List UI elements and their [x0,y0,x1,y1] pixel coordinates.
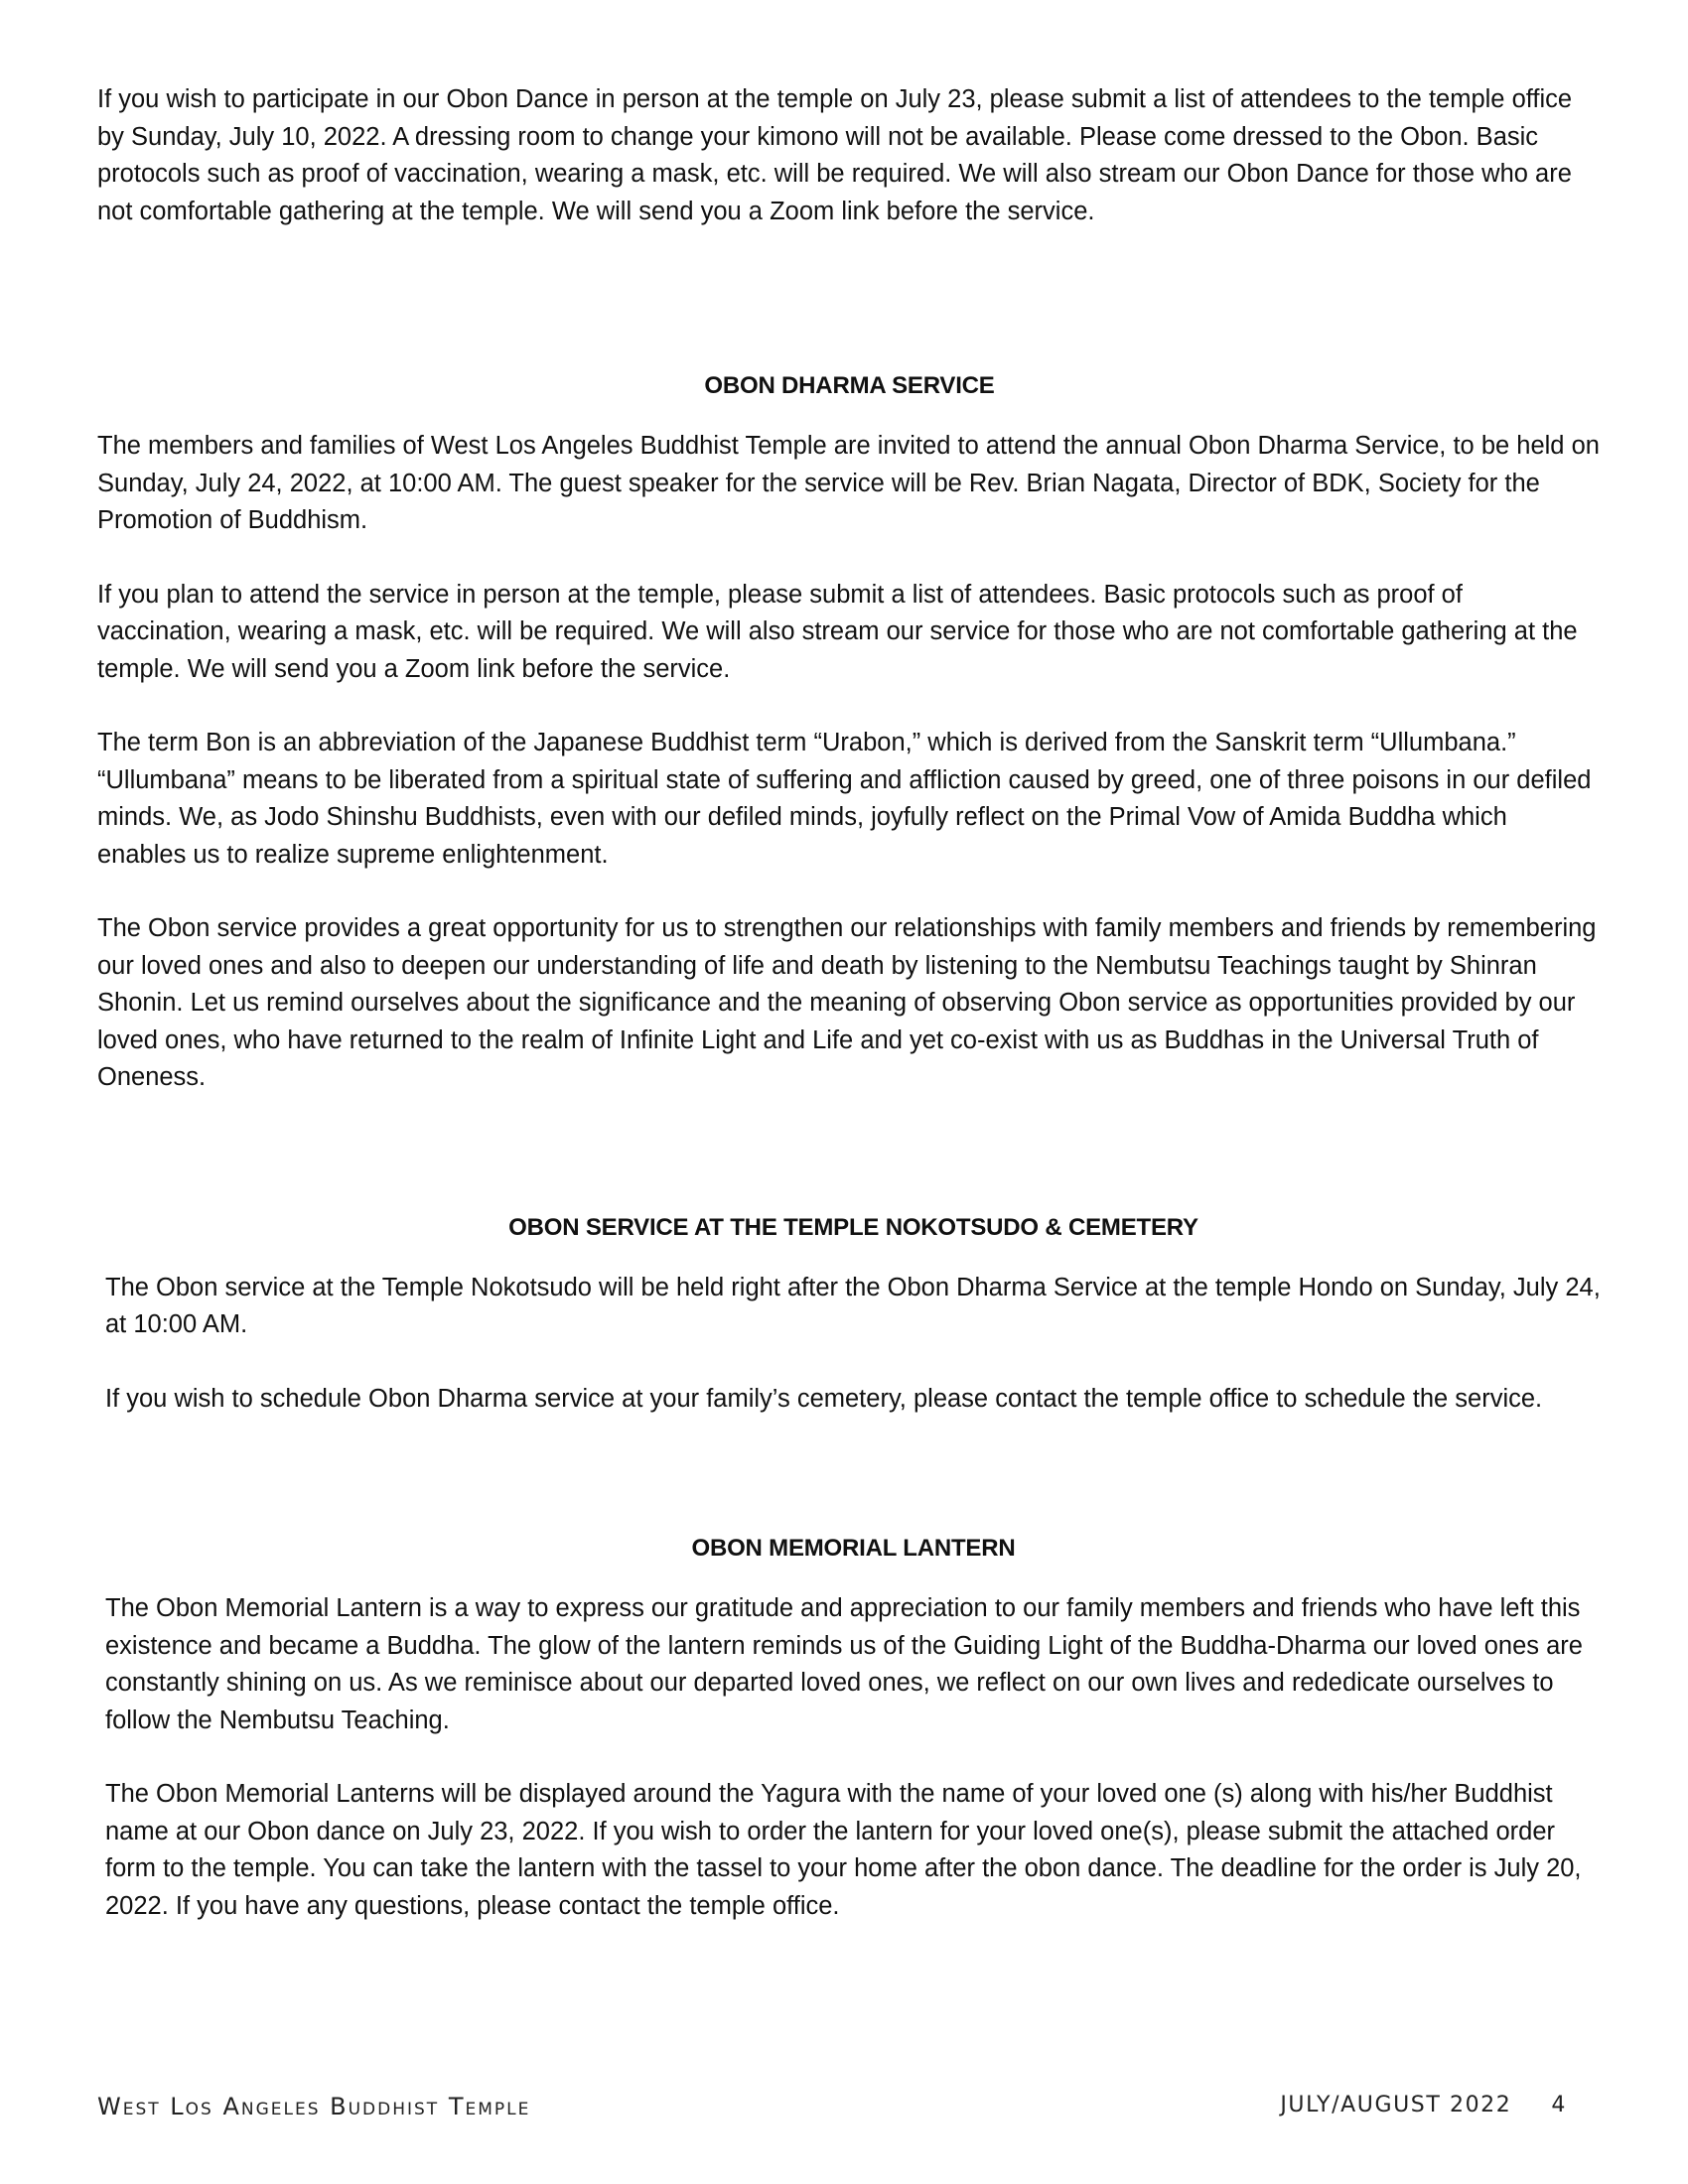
intro-paragraph: If you wish to participate in our Obon Dance in person at the temple on July 23, please submit a list of attendees to the temple office by Sunday, July 10, 2022. A dressing room to change your kimono will not be available. Please come dressed to the Obon. Basic protocols such as proof of vaccination, wearing a mask, etc. will be required. We will also stream our Obon Dance for those who are not comfortable gathering at the temple. We will send you a Zoom link before the service. [97,85,1573,225]
section-heading: OBON SERVICE AT THE TEMPLE NOKOTSUDO & CEMETERY [508,1213,1198,1241]
paragraph: The members and families of West Los Angeles Buddhist Temple are invited to attend the annual Obon Dharma Service, to be held on Sunday, July 24, 2022, at 10:00 AM. The guest speaker for the service will be Rev. Brian Nagata, Director of BDK, Society for the Promotion of Buddhism. [97,432,1600,534]
section-memorial-lantern [97,1530,1602,1925]
paragraph: The Obon service at the Temple Nokotsudo will be held right after the Obon Dharma Service at the temple Hondo on Sunday, July 24, at 10:00 AM. [105,1273,1601,1338]
footer-issue-info [1280,2093,1567,2117]
paragraph: The Obon service provides a great opportunity for us to strengthen our relationships with family members and friends by remembering our loved ones and also to deepen our understanding of life and death by listening to the Nembutsu Teachings taught by Shinran Shonin. Let us remind ourselves about the significance and the meaning of observing Obon service as opportunities provided by our loved ones, who have returned to the realm of Infinite Light and Life and yet co-exist with us as Buddhas in the Universal Truth of Oneness. [97,914,1597,1091]
section-heading: OBON DHARMA SERVICE [704,372,995,399]
page-number: 4 [1551,2093,1567,2117]
paragraph: If you wish to schedule Obon Dharma service at your family’s cemetery, please contact the temple office to schedule the service. [105,1384,1543,1413]
paragraph: The term Bon is an abbreviation of the Japanese Buddhist term “Urabon,” which is derived from the Sanskrit term “Ullumbana.” “Ullumbana” means to be liberated from a spiritual state of suffering and affliction caused by greed, one of three poisons in our defiled minds. We, as Jodo Shinshu Buddhists, even with our defiled minds, joyfully reflect on the Primal Vow of Amida Buddha which enables us to realize supreme enlightenment. [97,729,1592,869]
section-heading: OBON MEMORIAL LANTERN [691,1535,1016,1562]
paragraph: The Obon Memorial Lantern is a way to express our gratitude and appreciation to our family members and friends who have left this existence and became a Buddha. The glow of the lantern reminds us of the Guiding Light of the Buddha-Dharma our loved ones are constantly shining on us. As we reminisce about our departed loved ones, we reflect on our own lives and rededicate ourselves to follow the Nembutsu Teaching. [105,1594,1583,1734]
section-nokotsudo-cemetery [97,1209,1602,1419]
paragraph: The Obon Memorial Lanterns will be displayed around the Yagura with the name of your loved one (s) along with his/her Buddhist name at our Obon dance on July 23, 2022. If you wish to order the lantern for your loved one(s), please submit the attached order form to the temple. You can take the lantern with the tassel to your home after the obon dance. The deadline for the order is July 20, 2022. If you have any questions, please contact the temple office. [105,1780,1582,1920]
section-obon-dharma-service [97,367,1602,1097]
page-content [97,81,1602,1925]
footer-issue: JULY/AUGUST 2022 [1280,2093,1512,2117]
footer-organization: West Los Angeles Buddhist Temple [97,2093,531,2120]
paragraph: If you plan to attend the service in person at the temple, please submit a list of attendees. Basic protocols such as proof of vaccination, wearing a mask, etc. will be required. We will also stream our service for those who are not comfortable gathering at the temple. We will send you a Zoom link before the service. [97,580,1578,683]
